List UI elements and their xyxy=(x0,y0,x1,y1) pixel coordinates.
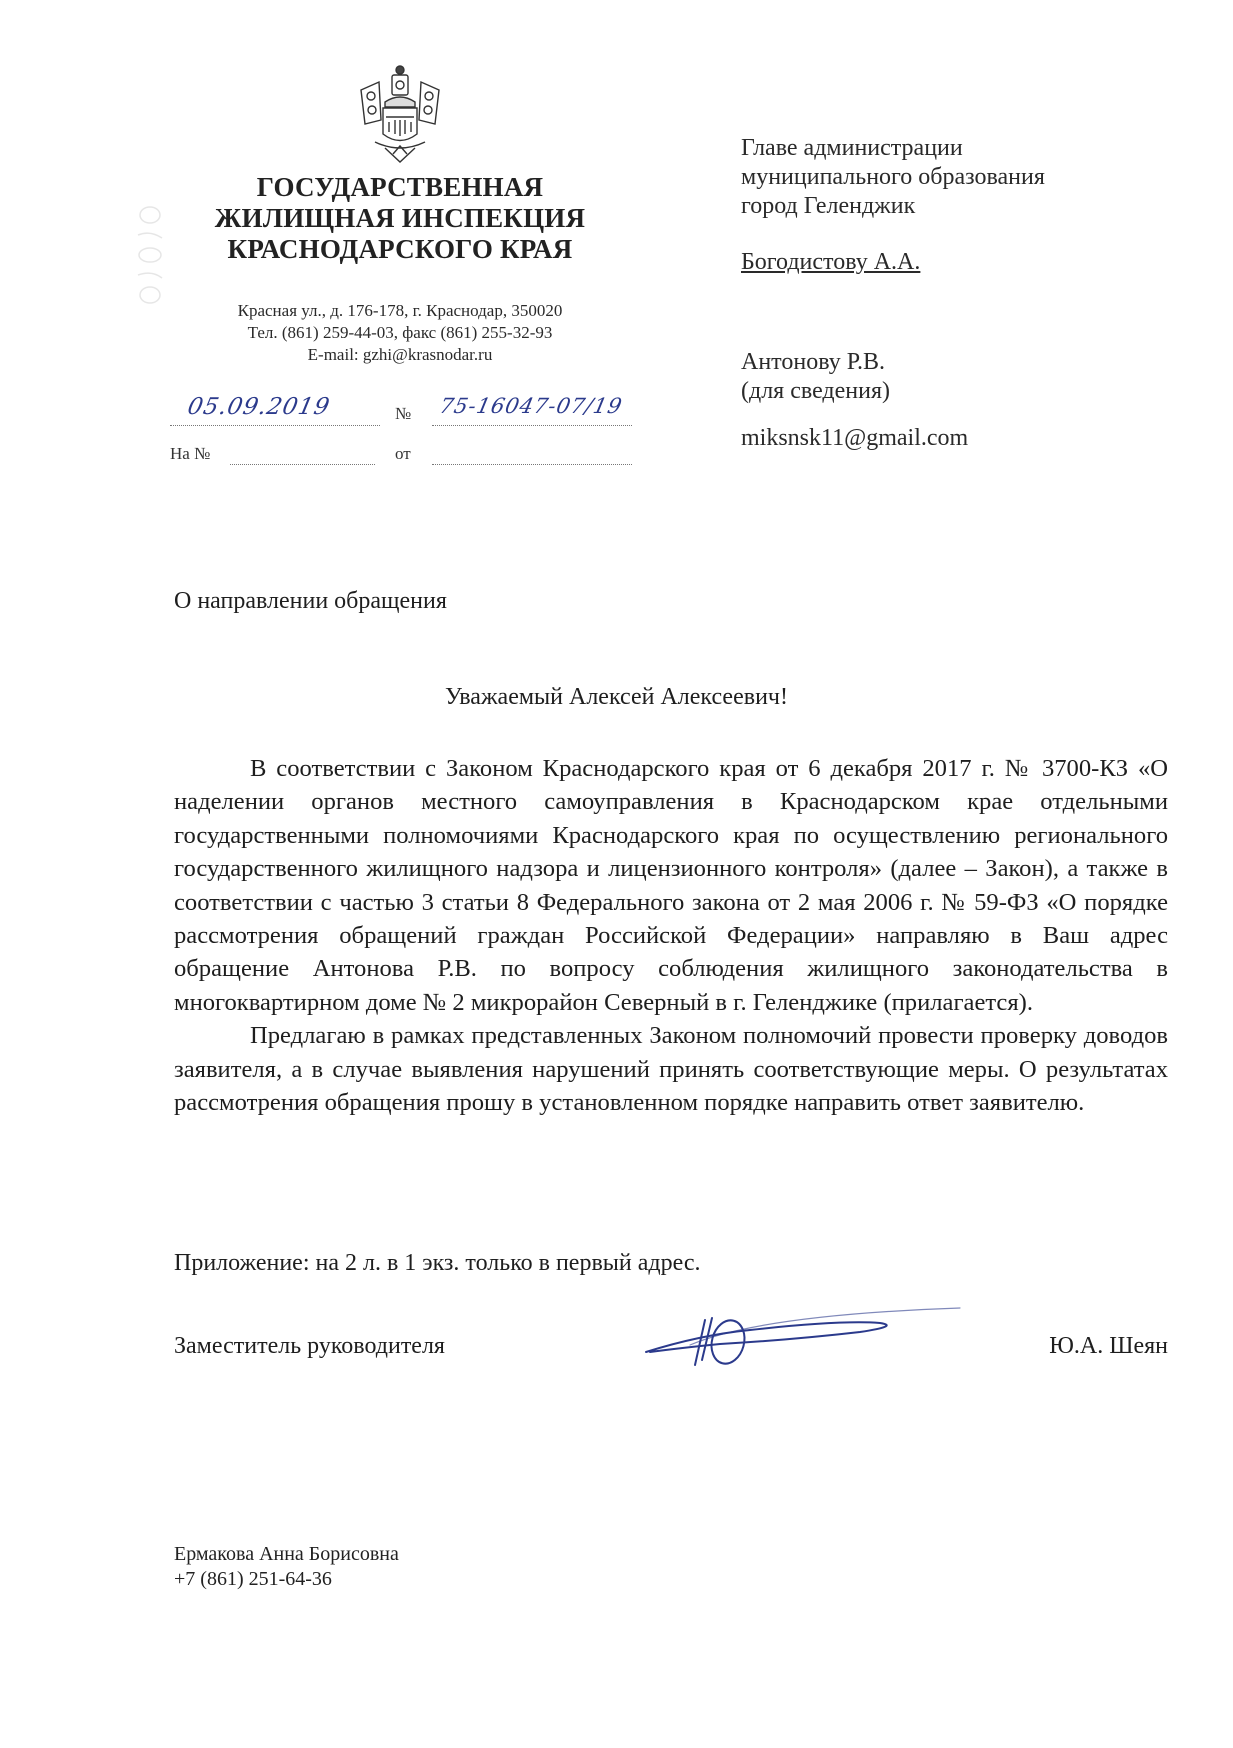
copy-recipient-note: (для сведения) xyxy=(741,378,890,404)
executor-block xyxy=(174,1542,399,1592)
registration-block xyxy=(170,392,640,482)
number-label: № xyxy=(395,404,412,423)
executor-phone: +7 (861) 251-64-36 xyxy=(174,1568,332,1590)
registration-number: 75-16047-07/19 xyxy=(437,394,625,418)
org-name-line-1: ГОСУДАРСТВЕННАЯ xyxy=(256,172,544,202)
from-line xyxy=(432,464,632,465)
copy-recipient-email: miksnsk11@gmail.com xyxy=(741,425,969,451)
org-address: Красная ул., д. 176-178, г. Краснодар, 350020 xyxy=(237,301,563,320)
number-line xyxy=(432,425,632,426)
letter-subject: О направлении обращения xyxy=(174,588,447,614)
handwritten-signature-icon xyxy=(640,1290,970,1370)
org-name-line-2: ЖИЛИЩНАЯ ИНСПЕКЦИЯ xyxy=(214,203,586,233)
recipient-line-1: Главе администрации xyxy=(741,135,963,161)
recipient-block xyxy=(741,134,1161,453)
greeting: Уважаемый Алексей Алексеевич! xyxy=(445,684,788,710)
organization-contacts xyxy=(185,300,615,366)
reply-to-line xyxy=(230,464,375,465)
signer-position: Заместитель руководителя xyxy=(174,1333,445,1359)
recipient-line-3: город Геленджик xyxy=(741,193,916,219)
executor-name: Ермакова Анна Борисовна xyxy=(174,1543,399,1565)
org-name-line-3: КРАСНОДАРСКОГО КРАЯ xyxy=(227,234,573,264)
body-paragraph-2: Предлагаю в рамках представленных Законом полномочий провести проверку доводов заявителя, а в случае выявления нарушений принять соответствующие меры. О результатах рассмотрения обращения прошу в установленном порядке направить ответ заявителю. xyxy=(174,1022,1168,1117)
organization-name xyxy=(185,172,615,265)
date-line xyxy=(170,425,380,426)
org-email: E-mail: gzhi@krasnodar.ru xyxy=(307,345,493,364)
letter-body xyxy=(174,752,1168,1119)
signer-name: Ю.А. Шеян xyxy=(1049,1333,1168,1359)
faint-stamp-mark-icon xyxy=(130,200,170,320)
reply-to-label: На № xyxy=(170,444,211,463)
recipient-name: Богодистову А.А. xyxy=(741,249,921,275)
krasnodar-krai-coat-of-arms-icon xyxy=(355,62,445,167)
attachment-note: Приложение: на 2 л. в 1 экз. только в первый адрес. xyxy=(174,1250,701,1276)
from-label: от xyxy=(395,444,411,463)
org-phone-fax: Тел. (861) 259-44-03, факс (861) 255-32-93 xyxy=(247,323,553,342)
recipient-line-2: муниципального образования xyxy=(741,164,1045,190)
copy-recipient-name: Антонову Р.В. xyxy=(741,349,886,375)
body-paragraph-1: В соответствии с Законом Краснодарского края от 6 декабря 2017 г. № 3700-КЗ «О наделении органов местного самоуправления в Краснодарском крае отдельными государственными полномочиями Краснодарского края по осуществлению регионального государственного жилищного надзора и лицензионного контроля» (далее – Закон), а также в соответствии с частью 3 статьи 8 Федерального закона от 2 мая 2006 г. № 59-ФЗ «О порядке рассмотрения обращений граждан Российской Федерации» направляю в Ваш адрес обращение Антонова Р.В. по вопросу соблюдения жилищного законодательства в многоквартирном доме № 2 микрорайон Северный в г. Геленджике (прилагается). xyxy=(174,755,1168,1016)
registration-date: 05.09.2019 xyxy=(185,394,333,420)
